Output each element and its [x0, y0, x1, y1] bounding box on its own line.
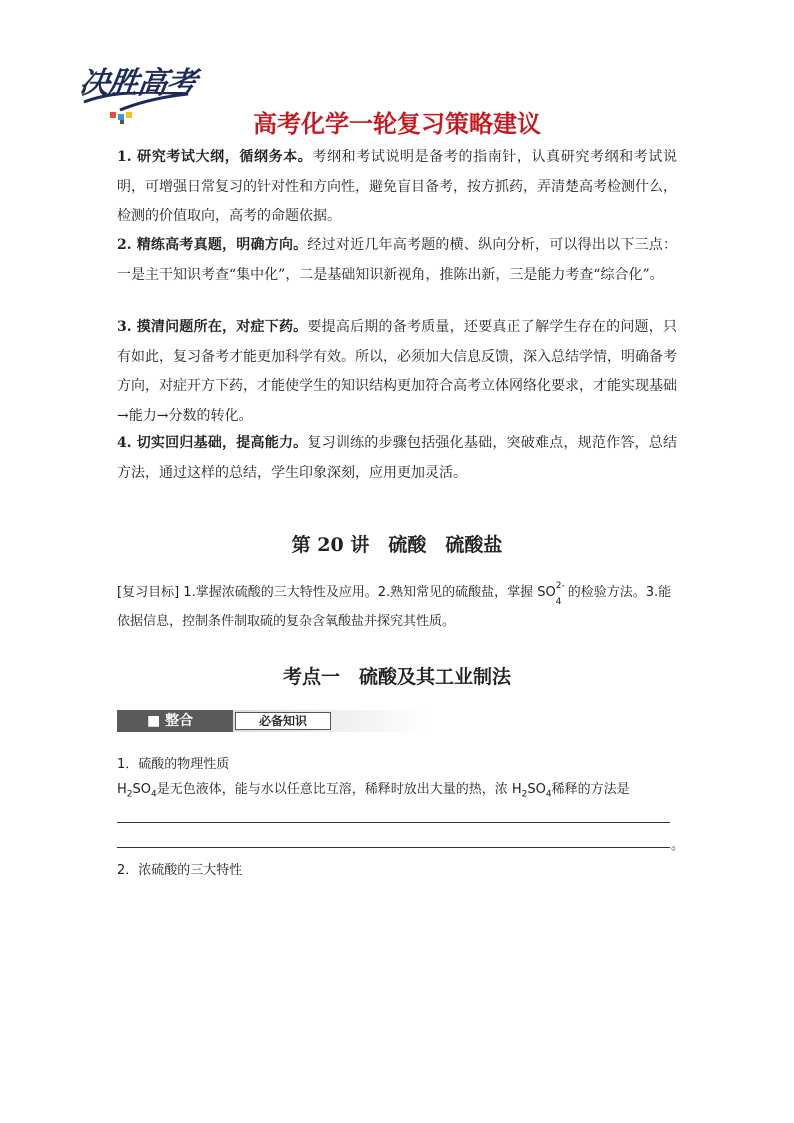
document-title: 高考化学一轮复习策略建议: [253, 110, 541, 138]
topic-title: 考点一 硫酸及其工业制法: [282, 666, 511, 688]
sulfate-subscript: 4: [555, 597, 562, 607]
review-text-2: 的检验方法。3.能依据信息，控制条件制取硫的复杂含氧酸盐并探究其性质。: [117, 585, 672, 629]
strategy-body: 要提高后期的备考质量，还要真正了解学生存在的问题，只有如此，复习备考才能更加科学有效。所以，必须加大信息反馈，深入总结学情，明确备考方向，对症开方下药，才能使学生的知识结构更加符合高考立体网络化要求，才能实现基础→能力→分数的转化。: [117, 319, 677, 424]
strategy-heading: 3. 摸清问题所在，对症下药。: [117, 319, 308, 335]
strategy-body: 复习训练的步骤包括强化基础，突破难点，规范作答，总结方法，通过这样的总结，学生印象深刻，应用更加灵活。: [117, 435, 677, 481]
strategy-body: 经过对近几年高考题的横、纵向分析，可以得出以下三点：一是主干知识考查“集中化”，二是基础知识新视角，推陈出新，三是能力考查“综合化”。: [117, 237, 677, 283]
strategy-heading: 1. 研究考试大纲，循纲务本。: [117, 149, 313, 165]
bar-dark-label: ■ 整合: [117, 710, 233, 732]
strategy-4: [117, 429, 677, 488]
lesson-title: 第 20 讲 硫酸 硫酸盐: [291, 534, 503, 556]
review-goals: [117, 578, 677, 636]
section-bar: [117, 710, 429, 732]
section-1-text: $H_2SO_4$是无色液体，能与水以任意比互溶，稀释时放出大量的热，浓 $H_2SO_4$稀释的方法是: [117, 782, 630, 800]
strategy-2: [117, 231, 677, 290]
bar-box-label: 必备知识: [235, 712, 331, 730]
answer-line-2: [117, 847, 670, 848]
review-label: [复习目标]: [117, 585, 180, 600]
strategy-heading: 4. 切实回归基础，提高能力。: [117, 435, 308, 451]
strategy-3: [117, 313, 677, 431]
strategy-body: 考纲和考试说明是备考的指南针，认真研究考纲和考试说明，可增强日常复习的针对性和方向性，避免盲目备考，按方抓药，弄清楚高考检测什么，检测的价值取向，高考的命题依据。: [117, 149, 677, 224]
sulfate-charge: 2-: [555, 581, 565, 591]
end-mark: 。: [671, 838, 685, 853]
review-text-1: 1.掌握浓硫酸的三大特性及应用。2.熟知常见的硫酸盐，掌握 SO: [183, 585, 556, 600]
strategy-1: [117, 143, 677, 232]
section-2-heading: 2．浓硫酸的三大特性: [117, 863, 243, 878]
logo-text: 决胜高考: [77, 66, 198, 101]
section-1-heading: 1．硫酸的物理性质: [117, 757, 230, 772]
strategy-heading: 2. 精练高考真题，明确方向。: [117, 237, 308, 253]
answer-line-1: [117, 822, 670, 823]
